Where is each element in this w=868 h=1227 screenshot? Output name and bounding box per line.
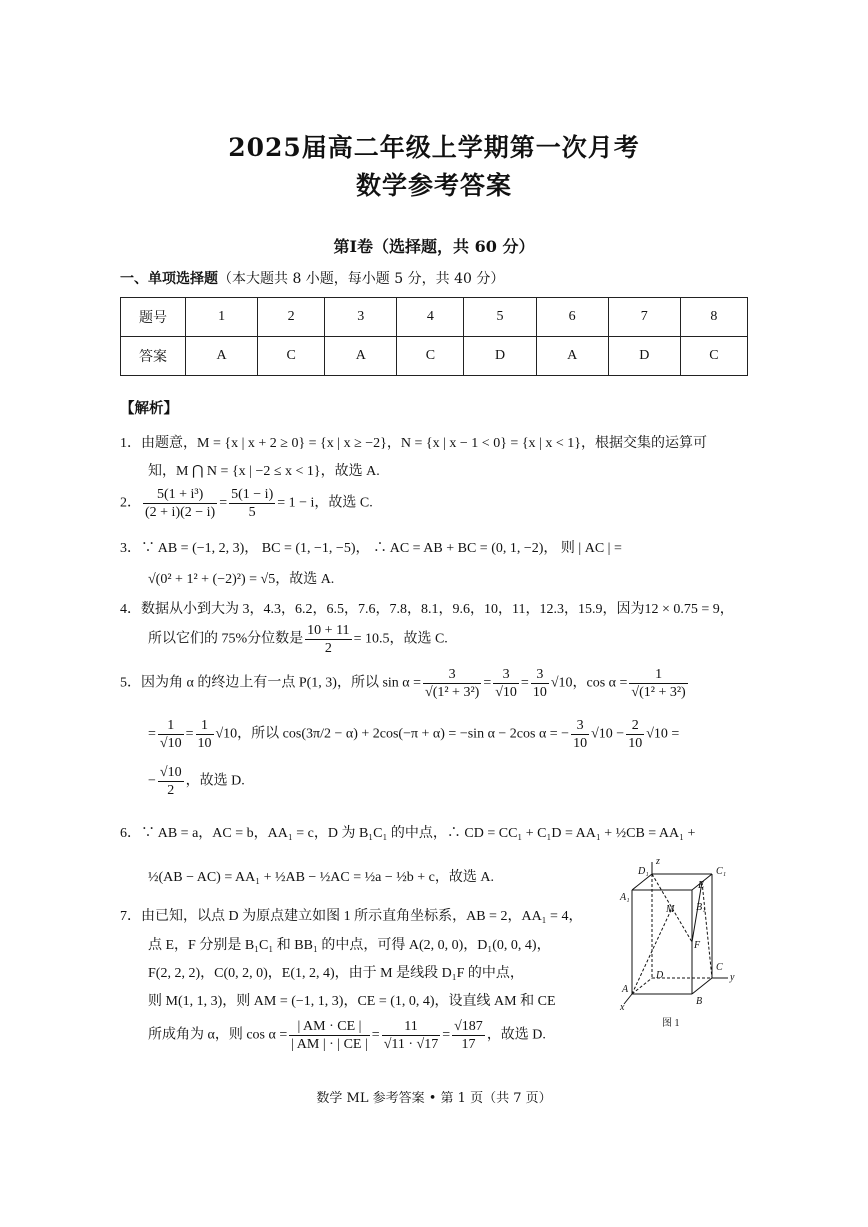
table-cell: D (464, 337, 536, 376)
q2-line: 2． $\frac{\text{5(1 + i³)}}{(2 + i)(2 - i)}$ = $\frac{5(1 - i)}{5}$ = 1 − i，故选 C. (120, 487, 373, 520)
page-title: 2025届高二年级上学期第一次月考 (228, 133, 640, 162)
q5-line-2: = $\frac{1}{√10}$ = $\frac{1}{10}$ √10，所以 cos(3π/2 − α) + 2cos(−π + α) = −sin α − 2cos α = − $\frac{3}{10}$ √10 − $\frac{2}{10}$ √10 = (148, 718, 680, 751)
table-cell: A (536, 337, 608, 376)
fig-label: D (656, 970, 664, 981)
fig-label: A₁ (620, 892, 630, 903)
numerator: 1 (196, 717, 214, 735)
q5-text: ，故选 D. (185, 773, 245, 789)
q1-line-1: 1．由题意，M = {x | x + 2 ≥ 0} = {x | x ≥ −2}，N = {x | x − 1 < 0} = {x | x < 1}，根据交集的运算可 (120, 436, 707, 451)
fraction (571, 717, 589, 752)
q5-text: √10，cos α = (550, 675, 628, 691)
q5-line-1: 5．因为角 α 的终边上有一点 P(1, 3)，所以 sin α = $\frac{3}{\text{√(1² + 3²)}}$ = $\frac{3}{√10}$ = $\frac{3}{10}$ √10，cos α = $\frac{1}{\text{√(1² + 3²)}}$ (120, 667, 686, 700)
table-cell: 8 (680, 298, 747, 337)
numerator: 11 (382, 1018, 441, 1036)
q4-text: 所以它们的 75%分位数是 (148, 631, 304, 647)
fig-label: C (716, 962, 723, 973)
denominator: 10 (532, 685, 547, 700)
fig-label: z (656, 856, 660, 867)
fig-label: F (694, 940, 701, 951)
numerator: √187 (454, 1019, 483, 1034)
q4-tail: = 10.5，故选 C. (353, 631, 448, 647)
fig-label: B (696, 996, 703, 1007)
q7-line-3: F(2, 2, 2)，C(0, 2, 0)，E(1, 2, 4)，由于 M 是线段 D₁F 的中点， (148, 966, 524, 981)
numerator: 3 (571, 717, 589, 735)
fraction (289, 1018, 370, 1053)
table-cell: C (258, 337, 325, 376)
table-cell: 2 (258, 298, 325, 337)
table-cell: 3 (325, 298, 397, 337)
fraction (382, 1018, 441, 1053)
fraction (305, 622, 351, 657)
fig-caption: 图 1 (662, 1018, 680, 1029)
q7-text: 所成角为 α，则 cos α = (148, 1027, 288, 1043)
q7-line-1: 7．由已知，以点 D 为原点建立如图 1 所示直角坐标系，AB = 2，AA₁ = 4， (120, 909, 583, 924)
table-header-cell: 题号 (121, 298, 186, 337)
table-cell: 7 (608, 298, 680, 337)
analysis-label: 【解析】 (120, 400, 178, 417)
q5-text: = (148, 726, 156, 742)
fraction (423, 666, 481, 701)
q2-tail: = 1 − i，故选 C. (277, 495, 373, 511)
q7-text: ，故选 D. (486, 1027, 546, 1043)
page-subtitle: 数学参考答案 (355, 171, 512, 200)
denominator: √11 · √17 (383, 1037, 439, 1052)
table-cell: 1 (186, 298, 258, 337)
table-cell: D (608, 337, 680, 376)
fig-label: A (622, 984, 629, 995)
q3-line-1: 3．∵ AB = (−1, 2, 3)， BC = (1, −1, −5)， ∴ AC = AB + BC = (0, 1, −2)， 则 | AC | = (120, 541, 622, 556)
denominator: √(1² + 3²) (425, 685, 480, 700)
numerator: 3 (531, 666, 549, 684)
q3-line-2: √(0² + 1² + (−2)²) = √5，故选 A. (148, 572, 335, 587)
table-cell: A (186, 337, 258, 376)
numerator: √10 (159, 765, 182, 780)
q6-line-2: ½(AB − AC) = AA₁ + ½AB − ½AC = ½a − ½b + c，故选 A. (148, 870, 494, 885)
fraction (158, 764, 184, 799)
numerator: 5(1 − i) (231, 487, 274, 502)
numerator: 2 (626, 717, 644, 735)
fraction (493, 666, 519, 701)
fraction (629, 666, 687, 701)
denominator: 2 (167, 783, 175, 798)
fraction (626, 717, 644, 752)
numerator: 1 (629, 666, 687, 684)
numerator: 3 (423, 666, 481, 684)
q4-line-2 (148, 622, 448, 657)
q7-line-5: 所成角为 α，则 cos α = $\frac{| AM \cdot CE |}{| AM | \cdot | CE |}$ = $\frac{11}{√11 \cdot √17}$ = $\frac{√187}{17}$ ，故选 D. (148, 1019, 546, 1052)
numerator: 1 (158, 717, 184, 735)
volume-label: 第Ⅰ卷（选择题，共 60 分） (333, 237, 535, 256)
q5-text: 5．因为角 α 的终边上有一点 P(1, 3)，所以 sin α = (120, 675, 422, 691)
denominator: 10 (628, 736, 643, 751)
q7-line-2: 点 E，F 分别是 B₁C₁ 和 BB₁ 的中点，可得 A(2, 0, 0)，D₁(0, 0, 4)， (148, 938, 551, 953)
table-row (121, 298, 748, 337)
fig-label: D₁ (638, 866, 649, 877)
numerator: 10 + 11 (307, 623, 350, 638)
table-cell: A (325, 337, 397, 376)
denominator: 2 (324, 641, 332, 656)
figure-labels (612, 856, 752, 1029)
q1-line-2: 知，M ⋂ N = {x | −2 ≤ x < 1}，故选 A. (148, 464, 380, 479)
q2-prefix: 2． (120, 495, 141, 511)
fig-label: B₁ (696, 902, 706, 913)
page-footer: 数学 ML 参考答案 • 第 1 页（共 7 页） (316, 1091, 552, 1106)
denominator: √(1² + 3²) (631, 685, 686, 700)
table-cell: C (397, 337, 464, 376)
table-cell: 6 (536, 298, 608, 337)
numerator: 3 (493, 666, 519, 684)
fig-label: E (698, 880, 705, 891)
table-header-cell: 答案 (121, 337, 186, 376)
answer-table (120, 297, 748, 376)
table-cell: C (680, 337, 747, 376)
denominator: 5 (248, 505, 256, 520)
table-cell: 4 (397, 298, 464, 337)
numerator: | AM · CE | (289, 1018, 370, 1036)
q5-text: √10，所以 cos(3π/2 − α) + 2cos(−π + α) = −sin α − 2cos α = − (215, 726, 570, 742)
fraction (196, 717, 214, 752)
section-label: 一、单项选择题 (120, 271, 218, 287)
q6-line-1: 6．∵ AB = a，AC = b，AA₁ = c，D 为 B₁C₁ 的中点，∴ CD = CC₁ + C₁D = AA₁ + ½CB = AA₁ + (120, 826, 696, 841)
fig-label: M (666, 904, 675, 915)
fraction (143, 486, 217, 521)
denominator: √10 (495, 685, 517, 700)
fig-label: C₁ (716, 866, 727, 877)
q7-line-4: 则 M(1, 1, 3)，则 AM = (−1, 1, 3)，CE = (1, 0, 4)，设直线 AM 和 CE (148, 994, 556, 1009)
denominator: | AM | · | CE | (291, 1037, 368, 1052)
table-row (121, 337, 748, 376)
q5-text: √10 = (646, 726, 680, 742)
q5-line-3 (148, 764, 245, 799)
section-note: （本大题共 8 小题，每小题 5 分，共 40 分） (218, 271, 505, 287)
section-heading (120, 268, 504, 288)
fraction (229, 486, 275, 521)
q5-text: − (148, 773, 156, 789)
denominator: √10 (159, 736, 182, 751)
denominator: 17 (461, 1037, 476, 1052)
q5-text: √10 − (591, 726, 625, 742)
fig-label: y (730, 972, 735, 983)
fig-label: x (620, 1002, 625, 1013)
fraction (452, 1018, 485, 1053)
fraction (531, 666, 549, 701)
denominator: 10 (197, 736, 212, 751)
denominator: (2 + i)(2 − i) (145, 505, 216, 520)
fraction (158, 717, 184, 752)
denominator: 10 (573, 736, 588, 751)
table-cell: 5 (464, 298, 536, 337)
numerator: 5(1 + i³) (143, 486, 217, 504)
q4-line-1: 4．数据从小到大为 3，4.3，6.2，6.5，7.6，7.8，8.1，9.6，10，11，12.3，15.9，因为12 × 0.75 = 9， (120, 602, 734, 617)
